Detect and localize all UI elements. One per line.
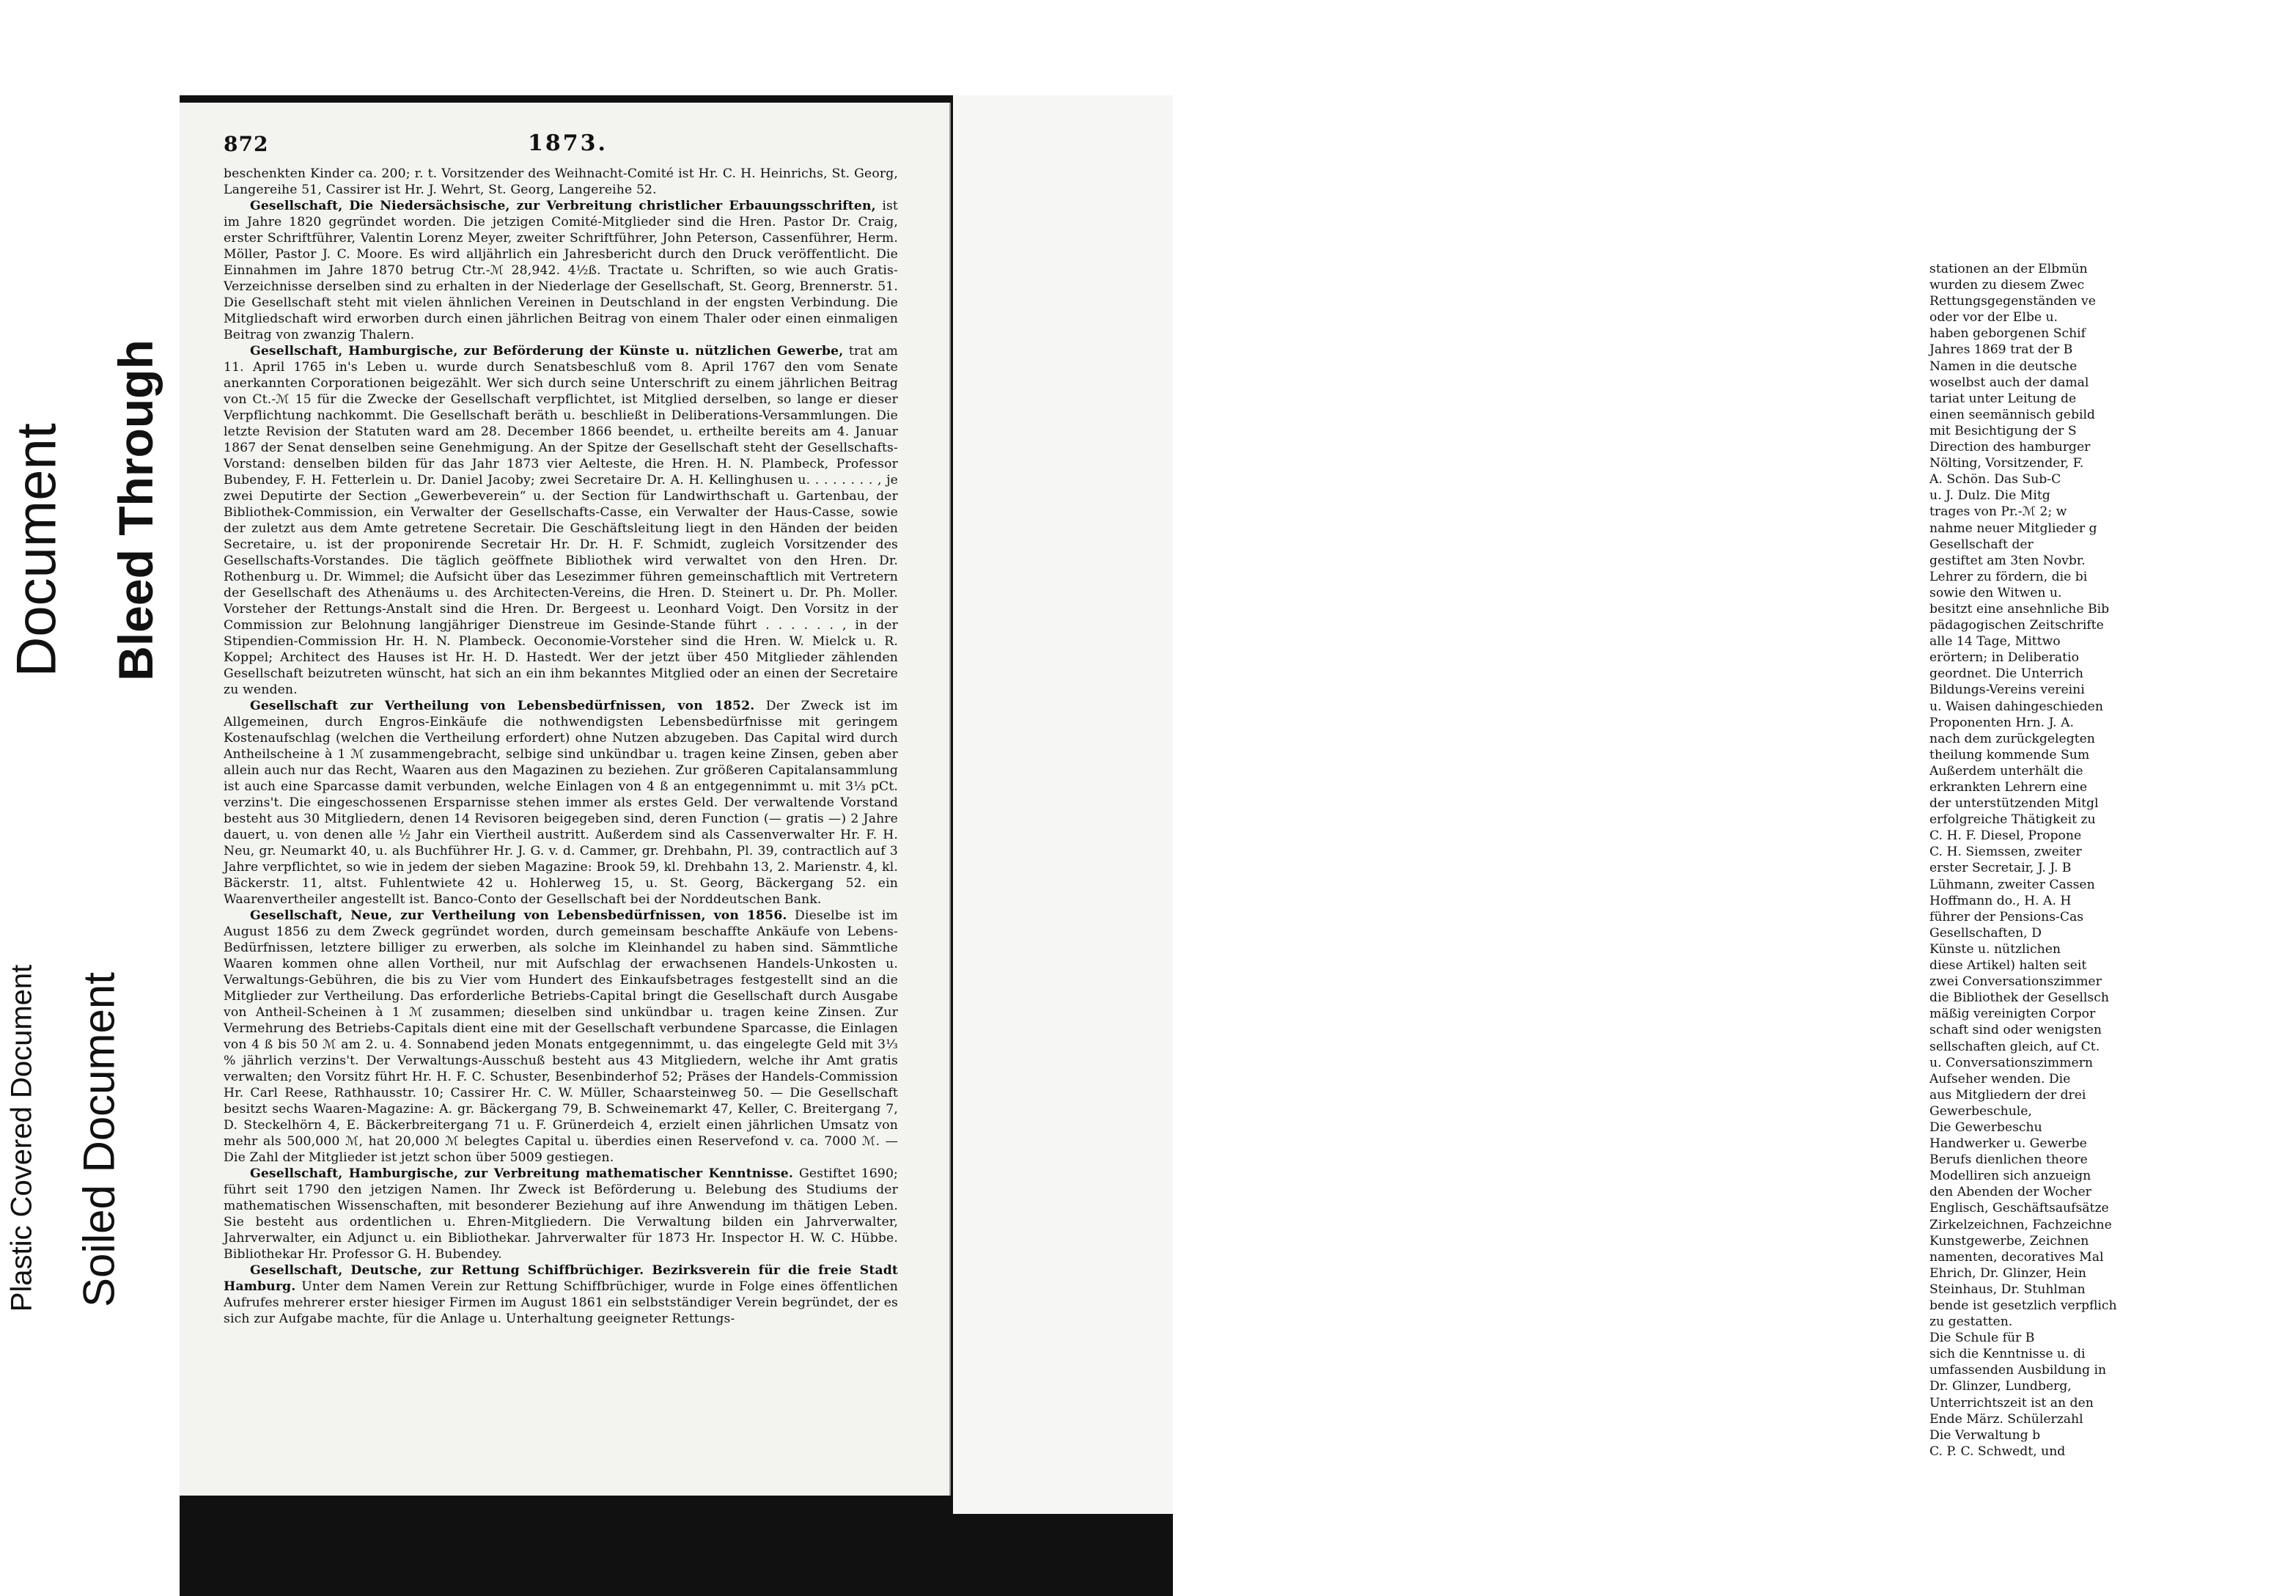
- entry-body: Unter dem Namen Verein zur Rettung Schiffbrüchiger, wurde in Folge eines öffentlichen Aufrufes mehrerer erster hiesiger Firmen im August 1861 ein selbstständiger Verein begründet, der es sich zur Aufgabe machte, für die Anlage u. Unterhaltung geeigneter Rettungs-: [224, 1279, 898, 1326]
- paragraph: [224, 166, 898, 198]
- entry-heading: Gesellschaft, Hamburgische, zur Verbreitung mathematischer Kenntnisse.: [250, 1166, 794, 1181]
- text-line: namenten, decoratives Mal: [1929, 1249, 2104, 1265]
- paragraph: [224, 343, 898, 698]
- soiled-document-label: Soiled Document: [74, 972, 124, 1307]
- paragraph: [224, 698, 898, 908]
- entry-heading: Gesellschaft zur Vertheilung von Lebensbedürfnissen, von 1852.: [250, 699, 755, 713]
- text-line: Die Verwaltung b: [1929, 1427, 2041, 1443]
- text-line: führer der Pensions-Cas: [1929, 909, 2084, 924]
- text-line: Gewerbeschule,: [1929, 1103, 2032, 1119]
- text-line: Handwerker u. Gewerbe: [1929, 1136, 2087, 1152]
- text-line: woselbst auch der damal: [1929, 375, 2089, 390]
- text-line: pädagogischen Zeitschrifte: [1929, 618, 2104, 633]
- text-line: umfassenden Ausbildung in: [1929, 1363, 2107, 1378]
- text-line: erster Secretair, J. J. B: [1929, 861, 2072, 876]
- paragraph: [224, 198, 898, 343]
- page-header-year: 1873.: [528, 130, 608, 156]
- entry-heading: Gesellschaft, Die Niedersächsische, zur Verbreitung christlicher Erbauungsschriften,: [250, 199, 876, 213]
- text-line: die Bibliothek der Gesellsch: [1929, 990, 2109, 1006]
- text-line: Gesellschaft der: [1929, 537, 2034, 552]
- text-line: Gesellschaften, D: [1929, 925, 2042, 941]
- text-line: erörtern; in Deliberatio: [1929, 650, 2079, 666]
- text-line: zu gestatten.: [1929, 1314, 2013, 1330]
- text-line: A. Schön. Das Sub-C: [1929, 472, 2061, 488]
- text-line: Rettungsgegenständen ve: [1929, 294, 2096, 309]
- text-line: Ehrich, Dr. Glinzer, Hein: [1929, 1265, 2086, 1281]
- text-line: gestiftet am 3ten Novbr.: [1929, 553, 2086, 568]
- document-label-partial: Document: [5, 423, 68, 677]
- entry-heading: Gesellschaft, Neue, zur Vertheilung von Lebensbedürfnissen, von 1856.: [250, 908, 787, 923]
- text-line: Bildungs-Vereins vereini: [1929, 683, 2085, 698]
- text-line: Lühmann, zweiter Cassen: [1929, 877, 2095, 892]
- text-line: Direction des hamburger: [1929, 440, 2091, 455]
- text-line: Namen in die deutsche: [1929, 358, 2078, 374]
- paragraph: [224, 908, 898, 1166]
- text-line: erkrankten Lehrern eine: [1929, 780, 2088, 795]
- text-line: Nölting, Vorsitzender, F.: [1929, 456, 2084, 471]
- text-line: bende ist gesetzlich verpflich: [1929, 1298, 2117, 1313]
- text-line: u. Waisen dahingeschieden: [1929, 699, 2103, 714]
- text-line: nahme neuer Mitglieder g: [1929, 521, 2097, 536]
- text-line: besitzt eine ansehnliche Bib: [1929, 601, 2110, 617]
- text-line: oder vor der Elbe u.: [1929, 310, 2058, 326]
- text-line: Modelliren sich anzueign: [1929, 1169, 2091, 1184]
- text-line: einen seemännisch gebild: [1929, 407, 2095, 422]
- entry-body: trat am 11. April 1765 in's Leben u. wurde durch Senatsbeschluß vom 8. April 1767 den vom Senate anerkannten Corporationen beigezählt. Wer sich durch seine Unterschrift zu einem jährlichen Beitrag von Ct.-ℳ 15 für die Zwecke der Gesellschaft verpflichtet, ist Mitglied derselben, so lange er dieser Verpflichtung nachkommt. Die Gesellschaft beräth u. beschließt in Deliberations-Versammlungen. Die letzte Revision der Statuten ward am 28. December 1866 beendet, u. ertheilte bereits am 4. Januar 1867 der Senat denselben seine Genehmigung. An der Spitze der Gesellschaft steht der Gesellschafts-Vorstand: denselben bilden für das Jahr 1873 vier Aelteste, die Hren. H. N. Plambeck, Professor Bubendey, F. H. Fetterlein u. Dr. Daniel Jacoby; zwei Secretaire Dr. A. H. Kellinghusen u. . . . . . . . , je zwei Deputirte der Section „Gewerbeverein“ u. der Section für Landwirthschaft u. Gartenbau, der Bibliothek-Commission, ein Verwalter der Gesellschafts-Casse, ein Verwalter der Haus-Casse, sowie der zuletzt aus dem Amte getretene Secretair. Die Geschäftsleitung liegt in den Händen der beiden Secretaire, u. ist der proponirende Secretair Hr. Dr. H. F. Schmidt, zugleich Vorsitzender des Gesellschafts-Vorstandes. Die täglich geöffnete Bibliothek wird verwaltet von den Hren. Dr. Rothenburg u. Dr. Wimmel; die Aufsicht über das Lesezimmer führen gemeinschaftlich mit Vertretern der Gesellschaft des Athenäums u. des Architecten-Vereins, die Hren. D. Steinert u. Dr. Ph. Moller. Vorsteher der Rettungs-Anstalt sind die Hren. Dr. Bergeest u. Leonhard Voigt. Den Vorsitz in der Commission zur Belohnung langjähriger Dienstreue im Gesinde-Stande führt . . . . . . , in der Stipendien-Commission Hr. H. N. Plambeck. Oeconomie-Vorsteher sind die Hren. W. Mielck u. R. Koppel; Architect des Hauses ist Hr. H. D. Hastedt. Wer der jetzt über 450 Mitglieder zählenden Gesellschaft beizutreten wünscht, hat sich an ein ihm bekanntes Mitglied oder an einen der Secretaire zu wenden.: [224, 344, 899, 697]
- text-line: aus Mitgliedern der drei: [1929, 1087, 2086, 1103]
- text-line: sowie den Witwen u.: [1929, 585, 2062, 600]
- text-line: C. H. F. Diesel, Propone: [1929, 828, 2082, 844]
- text-line: Steinhaus, Dr. Stuhlman: [1929, 1281, 2086, 1297]
- text-line: tariat unter Leitung de: [1929, 391, 2077, 406]
- text-line: Aufseher wenden. Die: [1929, 1071, 2071, 1086]
- text-line: Künste u. nützlichen: [1929, 941, 2061, 957]
- page-number: 872: [224, 132, 269, 156]
- text-line: den Abenden der Wocher: [1929, 1185, 2091, 1200]
- paragraph: [224, 1262, 898, 1327]
- entry-heading: Gesellschaft, Hamburgische, zur Beförderung der Künste u. nützlichen Gewerbe,: [250, 344, 844, 358]
- text-line: zwei Conversationszimmer: [1929, 974, 2102, 990]
- text-line: Proponenten Hrn. J. A.: [1929, 715, 2074, 730]
- text-line: Kunstgewerbe, Zeichnen: [1929, 1233, 2089, 1249]
- text-line: sich die Kenntnisse u. di: [1929, 1347, 2086, 1362]
- bleed-through-label: Bleed Through: [108, 339, 163, 681]
- text-line: trages von Pr.-ℳ 2; w: [1929, 504, 2067, 520]
- text-line: mit Besichtigung der S: [1929, 423, 2077, 438]
- text-line: Lehrer zu fördern, die bi: [1929, 569, 2088, 584]
- text-line: haben geborgenen Schif: [1929, 326, 2086, 342]
- right-page: [953, 95, 2117, 1514]
- left-page-text: [224, 166, 898, 1327]
- text-line: Die Schule für B: [1929, 1331, 2035, 1346]
- text-line: alle 14 Tage, Mittwo: [1929, 634, 2061, 650]
- text-line: u. J. Dulz. Die Mitg: [1929, 488, 2050, 504]
- plastic-covered-label: Plastic Covered Document: [5, 964, 38, 1312]
- entry-body: ist im Jahre 1820 gegründet worden. Die jetzigen Comité-Mitglieder sind die Hren. Pastor Dr. Craig, erster Schriftführer, Valentin Lorenz Meyer, zweiter Schriftführer, John Peterson, Cassenführer, Herm. Möller, Pastor J. C. Moore. Es wird alljährlich ein Jahresbericht durch den Druck veröffentlicht. Die Einnahmen im Jahre 1870 betrug Ctr.-ℳ 28,942. 4½ß. Tractate u. Schriften, so wie auch Gratis-Verzeichnisse derselben sind zu erhalten in der Niederlage der Gesellschaft, St. Georg, Brennerstr. 51. Die Gesellschaft steht mit vielen ähnlichen Vereinen in Deutschland in der engsten Verbindung. Die Mitgliedschaft wird erworben durch einen jährlichen Beitrag von einem Thaler oder einen einmaligen Beitrag von zwanzig Thalern.: [224, 199, 898, 342]
- entry-body: Gestiftet 1690; führt seit 1790 den jetzigen Namen. Ihr Zweck ist Beförderung u. Belebung des Studiums der mathematischen Wissenschaften, mit besonderer Beziehung auf ihre Anwendung im thätigen Leben. Sie besteht aus ordentlichen u. Ehren-Mitgliedern. Die Verwaltung bilden ein Jahrverwalter, Jahrverwalter, ein Adjunct u. ein Bibliothekar. Jahrverwalter für 1873 Hr. Inspector H. W. C. Hübbe. Bibliothekar Hr. Professor G. H. Bubendey.: [224, 1166, 898, 1262]
- text-line: Außerdem unterhält die: [1929, 763, 2083, 779]
- text-line: geordnet. Die Unterrich: [1929, 666, 2083, 682]
- text-line: Dr. Glinzer, Lundberg,: [1929, 1379, 2072, 1394]
- right-page-text: [1929, 261, 2296, 1460]
- text-line: nach dem zurückgelegten: [1929, 731, 2095, 746]
- text-line: C. P. C. Schwedt, und: [1929, 1444, 2066, 1459]
- text-line: erfolgreiche Thätigkeit zu: [1929, 812, 2096, 828]
- text-line: Englisch, Geschäftsaufsätze: [1929, 1201, 2109, 1216]
- entry-body: beschenkten Kinder ca. 200; r. t. Vorsitzender des Weihnacht-Comité ist Hr. C. H. Heinrichs, St. Georg, Langereihe 51, Cassirer ist Hr. J. Wehrt, St. Georg, Langereihe 52.: [224, 166, 898, 197]
- paragraph: [224, 1166, 898, 1262]
- label-sidebar: [0, 0, 180, 1596]
- text-line: Die Gewerbeschu: [1929, 1119, 2042, 1135]
- text-line: diese Artikel) halten seit: [1929, 958, 2087, 974]
- text-line: Jahres 1869 trat der B: [1929, 342, 2073, 358]
- text-line: u. Conversationszimmern: [1929, 1055, 2093, 1070]
- text-line: stationen an der Elbmün: [1929, 262, 2088, 276]
- text-line: Ende März. Schülerzahl: [1929, 1411, 2083, 1427]
- text-line: sellschaften gleich, auf Ct.: [1929, 1039, 2100, 1054]
- text-line: Berufs dienlichen theore: [1929, 1152, 2088, 1168]
- text-line: der unterstützenden Mitgl: [1929, 796, 2099, 812]
- entry-body: Der Zweck ist im Allgemeinen, durch Engros-Einkäufe die nothwendigsten Lebensbedürfnisse mit geringem Kostenaufschlag (welchen die Vertheilung erfordert) ohne Nutzen abzugeben. Das Capital wird durch Antheilscheine à 1 ℳ zusammengebracht, selbige sind unkündbar u. tragen keine Zinsen, geben aber allein auch nur das Recht, Waaren aus den Magazinen zu beziehen. Zur größeren Capitalansammlung ist auch eine Sparcasse damit verbunden, welche Einlagen von 4 ß an entgegennimmt u. mit 3⅓ pCt. verzins't. Die eingeschossenen Ersparnisse stehen immer als erstes Geld. Der verwaltende Vorstand besteht aus 30 Mitgliedern, denen 14 Revisoren beigegeben sind, deren Function (— gratis —) 2 Jahre dauert, u. von denen alle ½ Jahr ein Viertheil austritt. Außerdem sind als Cassenverwalter Hr. F. H. Neu, gr. Neumarkt 40, u. als Buchführer Hr. J. G. v. d. Cammer, gr. Drehbahn, Pl. 39, contractlich auf 3 Jahre verpflichtet, so wie in jedem der sieben Magazine: Brook 59, kl. Drehbahn 13, 2. Marienstr. 4, kl. Bäckerstr. 11, altst. Fuhlentwiete 42 u. Hohlerweg 15, u. St. Georg, Bäckergang 52. ein Waarenvertheiler angestellt ist. Banco-Conto der Gesellschaft bei der Norddeutschen Bank.: [224, 699, 898, 907]
- text-line: C. H. Siemssen, zweiter: [1929, 845, 2082, 860]
- text-line: mäßig vereinigten Corpor: [1929, 1007, 2096, 1022]
- text-line: theilung kommende Sum: [1929, 747, 2090, 762]
- entry-body: Dieselbe ist im August 1856 zu dem Zweck gegründet worden, durch gemeinsam beschaffte Ankäufe von Lebens-Bedürfnissen, letztere billiger zu erwerben, als solche im Kleinhandel zu haben sind. Sämmtliche Waaren kommen ohne allen Vortheil, nur mit Aufschlag der erwachsenen Handels-Unkosten u. Verwaltungs-Gebühren, die bis zu Vier vom Hundert des Einkaufsbetrages festgestellt sind an die Mitglieder zur Vertheilung. Das erforderliche Betriebs-Capital bringt die Gesellschaft durch Ausgabe von Antheil-Scheinen à 1 ℳ zusammen; dieselben sind unkündbar u. tragen keine Zinsen. Zur Vermehrung des Betriebs-Capitals dient eine mit der Gesellschaft verbundene Sparcasse, die Einlagen von 4 ß bis 50 ℳ am 2. u. 4. Sonnabend jeden Monats entgegennimmt, u. das eingelegte Geld mit 3⅓ % jährlich verzins't. Der Verwaltungs-Ausschuß besteht aus 43 Mitgliedern, welche ihr Amt gratis verwalten; den Vorsitz führt Hr. H. F. C. Schuster, Besenbinderhof 52; Präses der Handels-Commission Hr. Carl Reese, Rathhausstr. 10; Cassirer Hr. C. W. Müller, Schaarsteinweg 50. — Die Gesellschaft besitzt sechs Waaren-Magazine: A. gr. Bäckergang 79, B. Schweinemarkt 47, Keller, C. Breitergang 7, D. Steckelhörn 4, E. Bäckerbreitergang 71 u. F. Grünerdeich 4, erzielt einen jährlichen Umsatz von mehr als 500,000 ℳ, hat 20,000 ℳ belegtes Capital u. überdies einen Reservefond v. ca. 7000 ℳ. — Die Zahl der Mitglieder ist jetzt schon über 5009 gestiegen.: [224, 908, 898, 1165]
- text-line: schaft sind oder wenigsten: [1929, 1023, 2102, 1038]
- text-line: Hoffmann do., H. A. H: [1929, 893, 2072, 908]
- entry-heading: Gesellschaft, Deutsche, zur Rettung Schiffbrüchiger. Bezirksverein für die freie Stadt Hamburg.: [224, 1263, 898, 1294]
- text-line: wurden zu diesem Zwec: [1929, 278, 2085, 293]
- text-line: Unterrichtszeit ist an den: [1929, 1395, 2094, 1411]
- text-line: Zirkelzeichnen, Fachzeichne: [1929, 1217, 2112, 1232]
